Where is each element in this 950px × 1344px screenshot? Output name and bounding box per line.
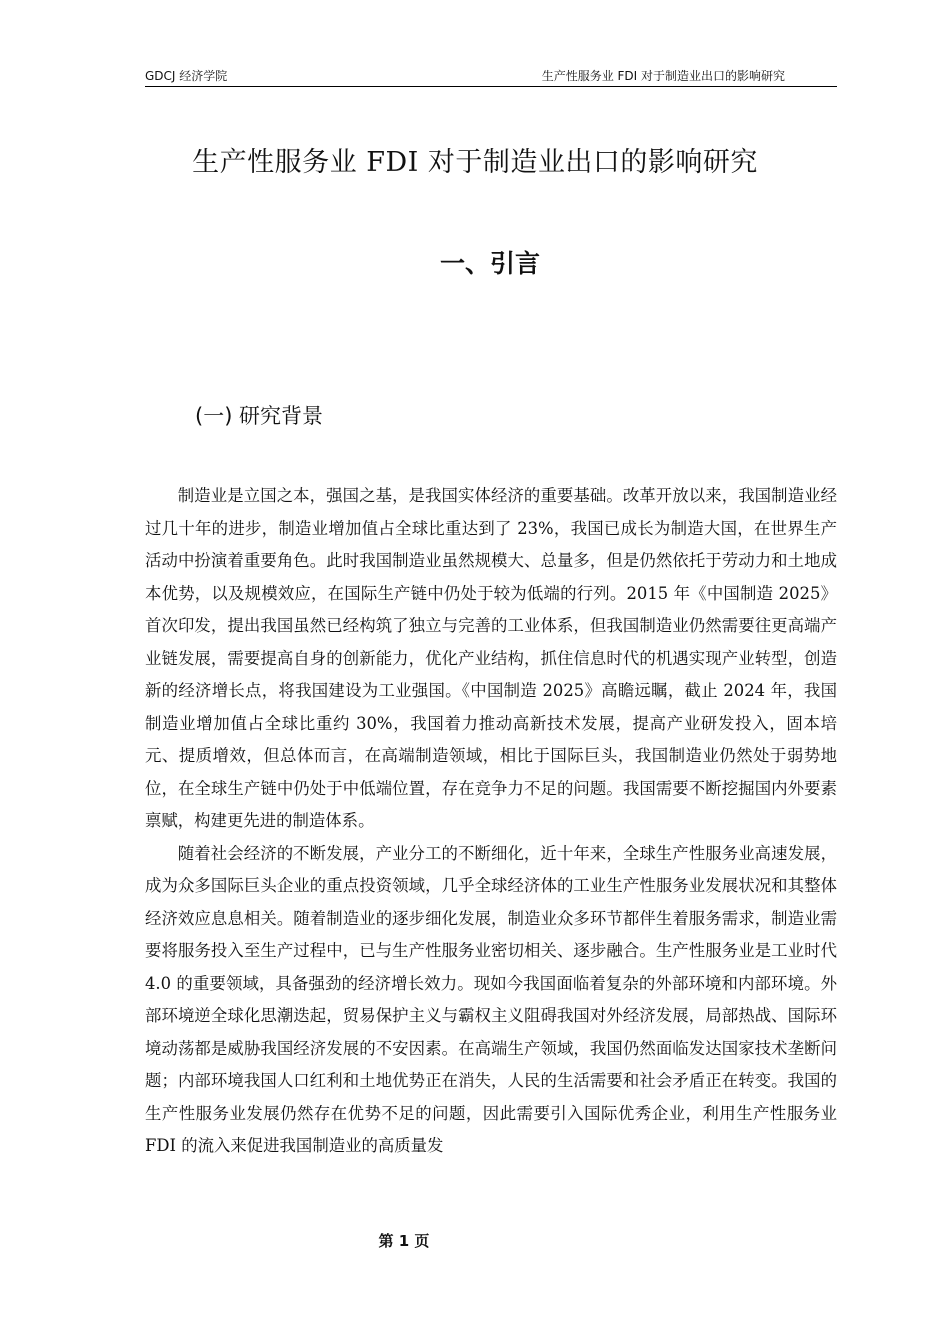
document-title: 生产性服务业 FDI 对于制造业出口的影响研究	[192, 147, 758, 178]
header-institution: GDCJ 经济学院	[145, 69, 228, 83]
subsection-heading: (一) 研究背景	[195, 404, 324, 428]
header-paper-title: 生产性服务业 FDI 对于制造业出口的影响研究	[541, 69, 785, 83]
page-number: 第 1 页	[378, 1232, 430, 1250]
paragraph-2: 随着社会经济的不断发展，产业分工的不断细化，近十年来，全球生产性服务业高速发展，成为众多国际巨头企业的重点投资领域，几乎全球经济体的工业生产性服务业发展状况和其整体经济效应息息相关。随着制造业的逐步细化发展，制造业众多环节都伴生着服务需求，制造业需要将服务投入至生产过程中，已与生产性服务业密切相关、逐步融合。生产性服务业是工业时代 4.0 的重要领域，具备强劲的经济增长效力。现如今我国面临着复杂的外部环境和内部环境。外部环境逆全球化思潮迭起，贸易保护主义与霸权主义阻碍我国对外经济发展，局部热战、国际环境动荡都是威胁我国经济发展的不安因素。在高端生产领域，我国仍然面临发达国家技术垄断问题；内部环境我国人口红利和土地优势正在消失，人民的生活需要和社会矛盾正在转变。我国的生产性服务业发展仍然存在优势不足的问题，因此需要引入国际优秀企业，利用生产性服务业 FDI 的流入来促进我国制造业的高质量发	[145, 843, 837, 1155]
running-header	[145, 68, 837, 87]
section-heading: 一、引言	[439, 249, 540, 278]
body-text	[145, 480, 837, 1163]
paragraph-1: 制造业是立国之本，强国之基，是我国实体经济的重要基础。改革开放以来，我国制造业经过几十年的进步，制造业增加值占全球比重达到了 23%，我国已成长为制造大国，在世界生产活动中扮演着重要角色。此时我国制造业虽然规模大、总量多，但是仍然依托于劳动力和土地成本优势，以及规模效应，在国际生产链中仍处于较为低端的行列。2015 年《中国制造 2025》首次印发，提出我国虽然已经构筑了独立与完善的工业体系，但我国制造业仍然需要往更高端产业链发展，需要提高自身的创新能力，优化产业结构，抓住信息时代的机遇实现产业转型，创造新的经济增长点，将我国建设为工业强国。《中国制造 2025》高瞻远瞩，截止 2024 年，我国制造业增加值占全球比重约 30%，我国着力推动高新技术发展，提高产业研发投入，固本培元、提质增效，但总体而言，在高端制造领域，相比于国际巨头，我国制造业仍然处于弱势地位，在全球生产链中仍处于中低端位置，存在竞争力不足的问题。我国需要不断挖掘国内外要素禀赋，构建更先进的制造体系。	[145, 486, 837, 830]
